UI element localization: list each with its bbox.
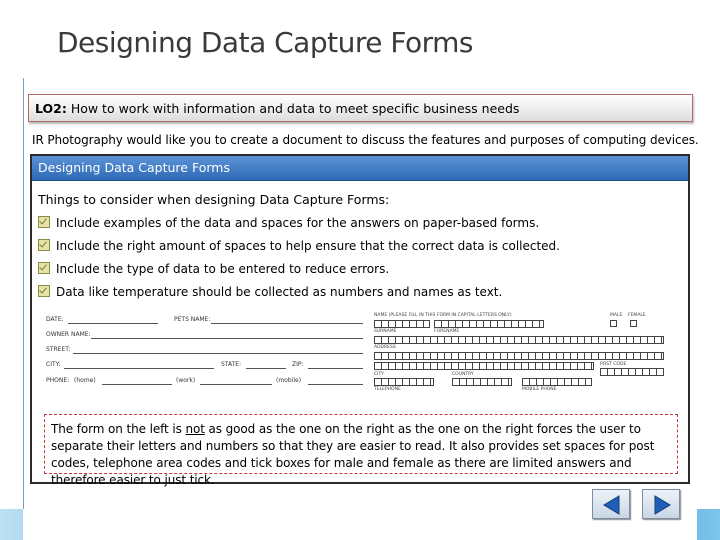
form-label: FORENAME bbox=[434, 329, 460, 334]
letter-boxes bbox=[374, 336, 664, 344]
form-label: STREET: bbox=[46, 346, 71, 353]
male-checkbox bbox=[610, 320, 617, 327]
form-label: MOBILE PHONE bbox=[522, 387, 557, 392]
form-label: PETS NAME: bbox=[174, 316, 211, 323]
female-checkbox bbox=[630, 320, 637, 327]
form-label: PHONE: bbox=[46, 377, 70, 384]
note-text: as good as the one on the right as the one on the right forces the user to separate their letters and numbers so that they are easier to read. It also provides set spaces for post codes, telephone area codes and tick boxes for male and female as there are limited answers and therefore easier to just tick. bbox=[51, 422, 655, 487]
letter-boxes bbox=[374, 352, 664, 360]
panel-subheading: Things to consider when designing Data Capture Forms: bbox=[38, 192, 390, 207]
next-slide-button[interactable] bbox=[642, 489, 680, 519]
bullet-text: Include the right amount of spaces to help ensure that the correct data is collected. bbox=[56, 239, 560, 253]
lo-code: LO2: bbox=[35, 101, 67, 116]
letter-boxes bbox=[374, 362, 594, 370]
form-label: CITY: bbox=[46, 361, 61, 368]
bullet-text: Include the type of data to be entered to reduce errors. bbox=[56, 262, 390, 276]
form-label: STATE: bbox=[221, 361, 242, 368]
left-accent-line bbox=[23, 78, 24, 540]
list-item bbox=[38, 216, 539, 230]
form-label: SURNAME bbox=[374, 329, 397, 334]
form-label: OWNER NAME: bbox=[46, 331, 91, 338]
list-item bbox=[38, 285, 502, 299]
previous-slide-button[interactable] bbox=[592, 489, 630, 519]
form-label: (work) bbox=[176, 377, 196, 384]
good-form-example bbox=[372, 311, 672, 391]
content-panel bbox=[30, 154, 690, 487]
panel-header-title: Designing Data Capture Forms bbox=[38, 160, 230, 175]
form-line bbox=[308, 384, 363, 385]
form-line bbox=[73, 353, 363, 354]
letter-boxes bbox=[374, 320, 430, 328]
checkbox-icon bbox=[38, 216, 50, 228]
form-label: COUNTRY bbox=[452, 372, 474, 377]
form-label: FEMALE bbox=[628, 313, 646, 318]
bullet-text: Include examples of the data and spaces for the answers on paper-based forms. bbox=[56, 216, 540, 230]
explanation-note bbox=[44, 414, 678, 487]
learning-objective-box bbox=[28, 94, 693, 122]
left-arrow-icon bbox=[601, 495, 623, 515]
checkbox-icon bbox=[38, 239, 50, 251]
form-label: POST CODE bbox=[600, 362, 627, 367]
slide-navigation bbox=[584, 489, 694, 521]
right-arrow-icon bbox=[651, 495, 673, 515]
form-line bbox=[102, 384, 172, 385]
list-item bbox=[38, 262, 389, 276]
form-label: ADDRESS bbox=[374, 345, 396, 350]
checkbox-icon bbox=[38, 285, 50, 297]
form-label: DATE: bbox=[46, 316, 64, 323]
form-label: CITY bbox=[374, 372, 384, 377]
note-text: The form on the left is bbox=[51, 422, 186, 436]
checkbox-icon bbox=[38, 262, 50, 274]
form-label: TELEPHONE bbox=[374, 387, 401, 392]
note-emphasis: not bbox=[185, 422, 205, 436]
form-line bbox=[308, 368, 363, 369]
form-label: MALE bbox=[610, 313, 623, 318]
letter-boxes bbox=[374, 378, 434, 386]
form-label: (home) bbox=[74, 377, 96, 384]
intro-text: IR Photography would like you to create a document to discuss the features and purposes of computing devices. bbox=[32, 133, 699, 147]
letter-boxes bbox=[434, 320, 544, 328]
learning-objective-text bbox=[35, 101, 519, 116]
form-line bbox=[246, 368, 286, 369]
form-label: (mobile) bbox=[276, 377, 302, 384]
form-label: ZIP: bbox=[292, 361, 304, 368]
form-line bbox=[211, 323, 363, 324]
form-line bbox=[68, 323, 158, 324]
letter-boxes bbox=[452, 378, 512, 386]
form-line bbox=[91, 338, 363, 339]
lo-description: How to work with information and data to meet specific business needs bbox=[66, 101, 520, 116]
form-line bbox=[64, 368, 214, 369]
form-line bbox=[200, 384, 272, 385]
slide-title: Designing Data Capture Forms bbox=[57, 26, 473, 59]
list-item bbox=[38, 239, 560, 253]
bullet-text: Data like temperature should be collected as numbers and names as text. bbox=[56, 285, 503, 299]
form-label: NAME (PLEASE FILL IN THIS FORM IN CAPITAL LETTERS ONLY) bbox=[374, 313, 512, 318]
letter-boxes bbox=[600, 368, 664, 376]
bad-form-example bbox=[46, 311, 366, 389]
panel-header bbox=[32, 156, 688, 181]
letter-boxes bbox=[522, 378, 592, 386]
